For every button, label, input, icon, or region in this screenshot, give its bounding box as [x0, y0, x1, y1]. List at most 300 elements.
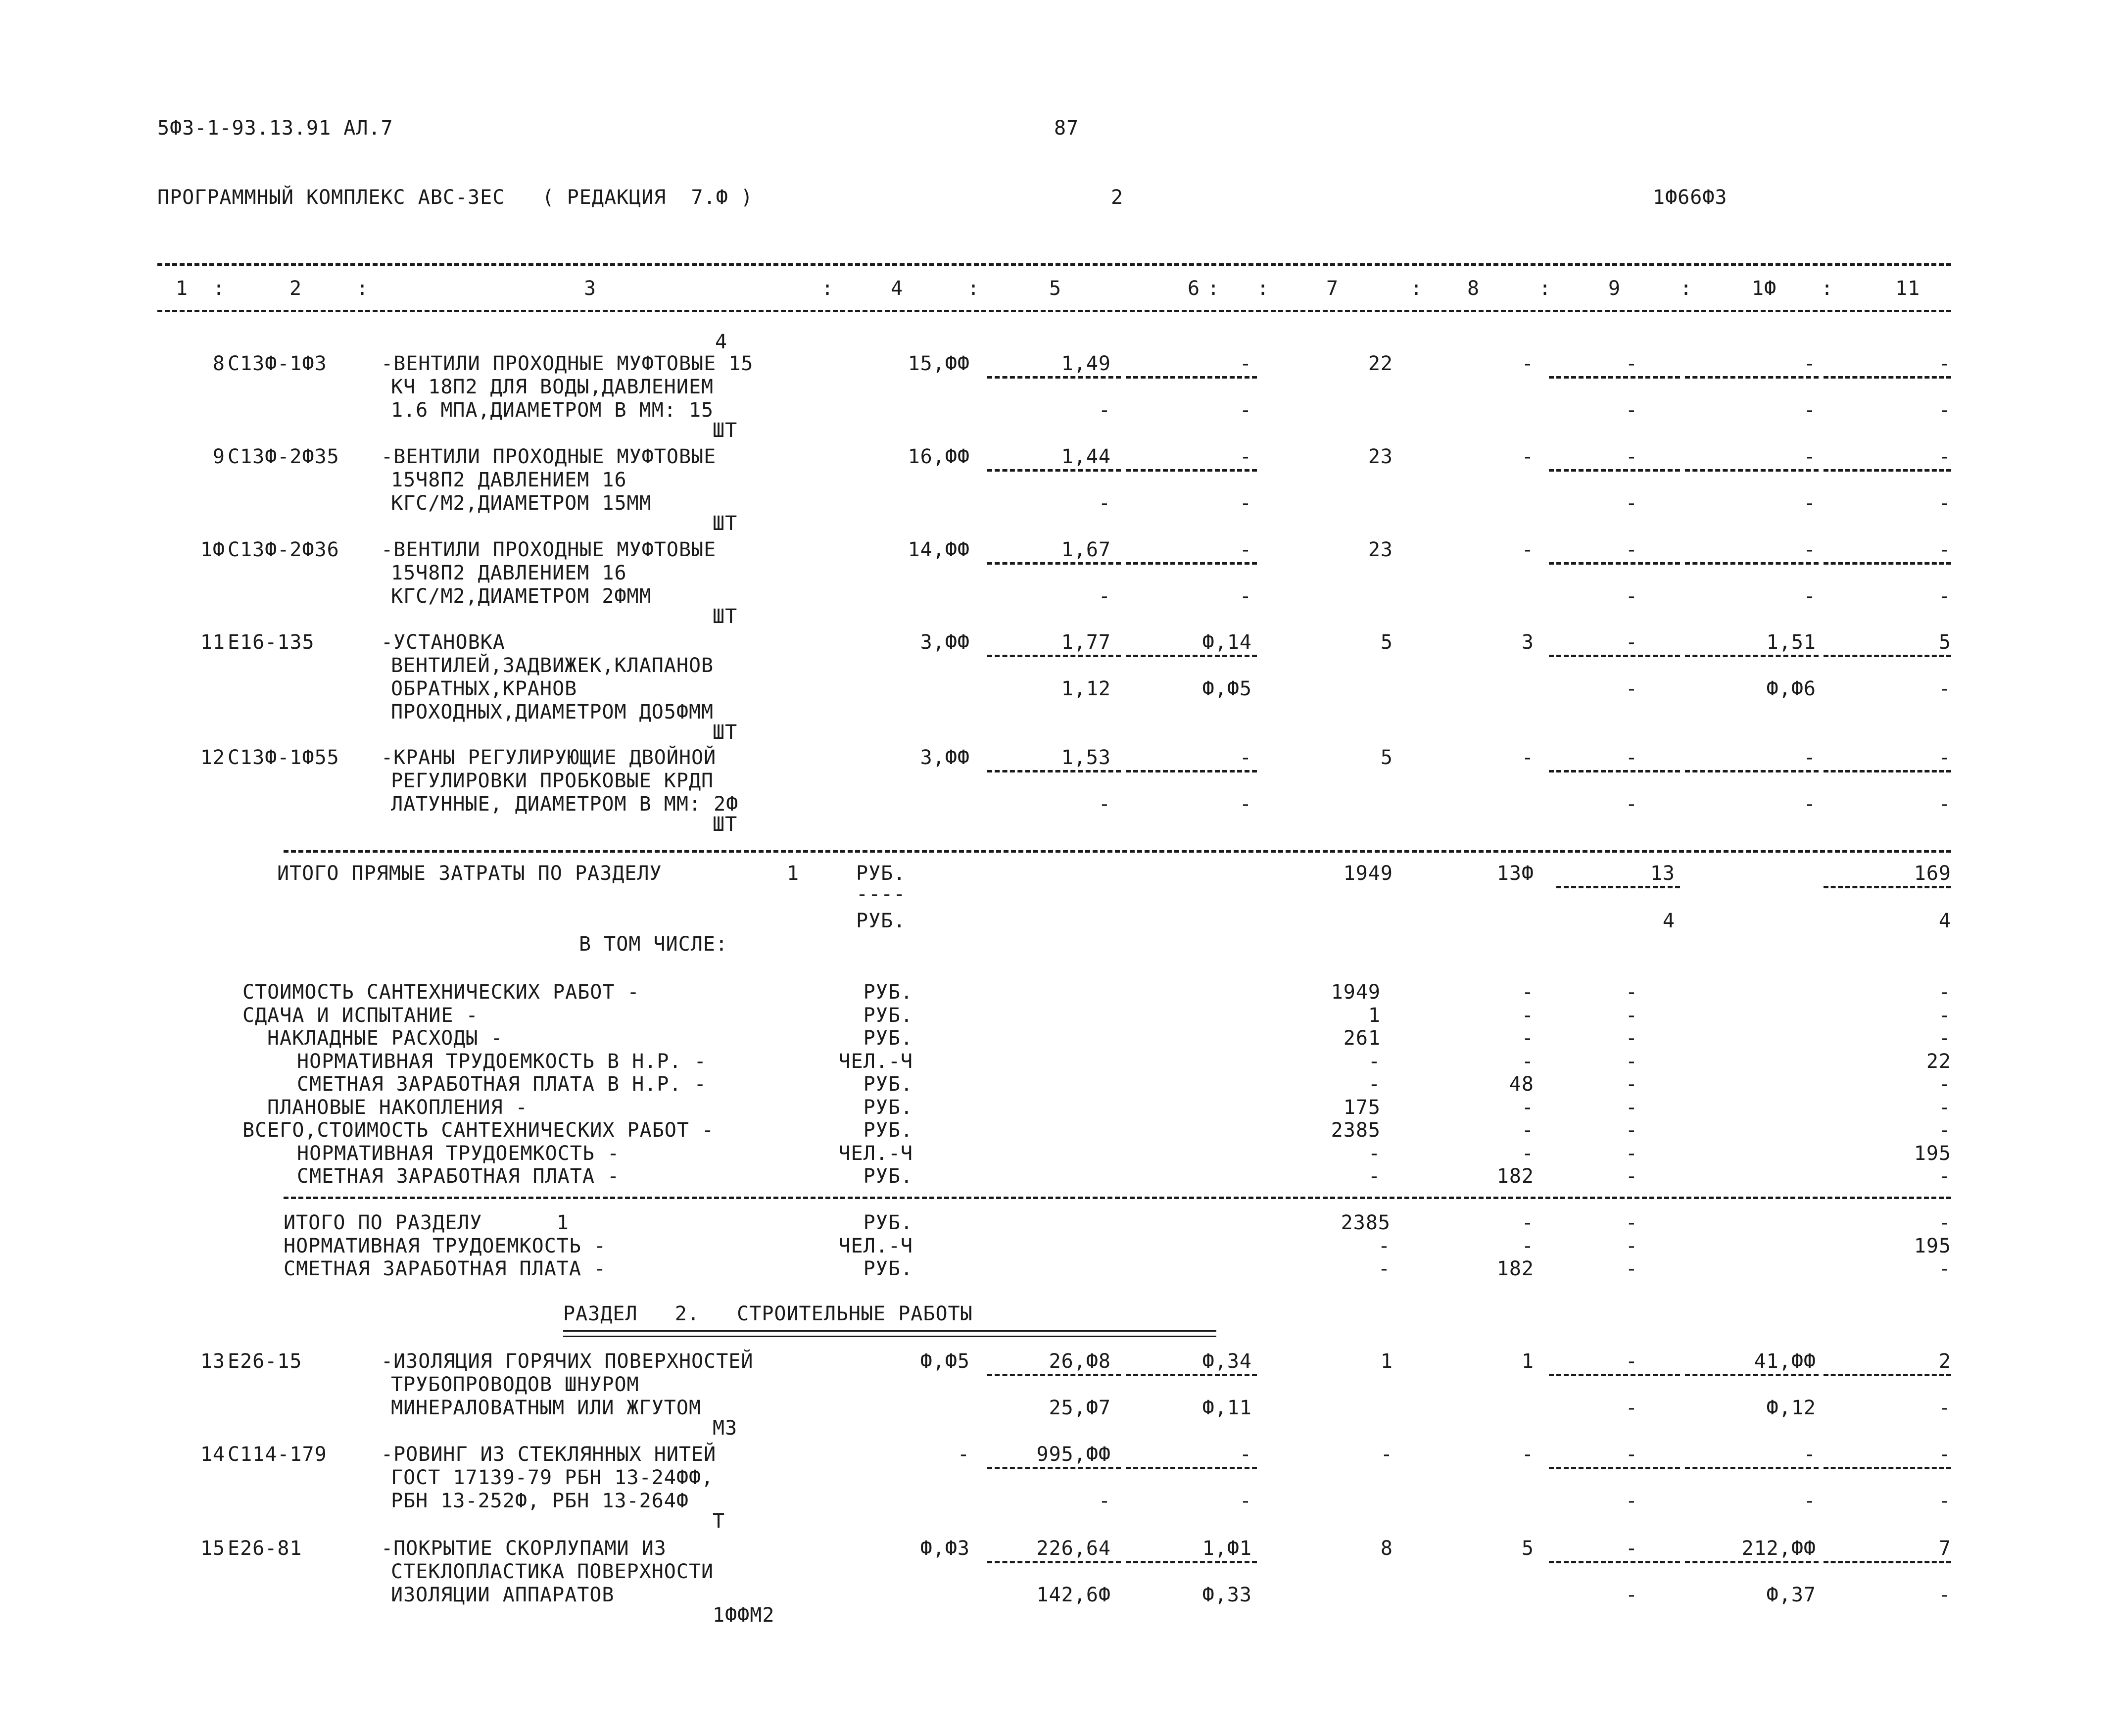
breakdown-label: СДАЧА И ИСПЫТАНИЕ -: [242, 1004, 479, 1027]
item-wage-price-lower: -: [1239, 492, 1252, 515]
column-separator: :: [1821, 277, 1834, 300]
item-labor-total-lower: -: [1938, 1397, 1951, 1419]
fraction-rule: [1556, 886, 1680, 888]
breakdown-col9: -: [1625, 981, 1638, 1004]
breakdown-cost: -: [1368, 1073, 1381, 1096]
item-total-wage: -: [1521, 445, 1534, 468]
column-header-2: 2: [289, 277, 302, 300]
total-col9: 13: [1650, 862, 1675, 885]
item-labor-total-lower: -: [1938, 793, 1951, 816]
item-col9-lower: -: [1625, 1397, 1638, 1419]
breakdown-cost: 175: [1343, 1096, 1381, 1119]
fraction-rule: [1685, 376, 1819, 379]
item-description: -ПОКРЫТИЕ СКОРЛУПАМИ ИЗ: [381, 1537, 667, 1560]
column-header-8: 8: [1467, 277, 1480, 300]
column-header-1: 1: [176, 277, 189, 300]
fraction-rule: [1549, 376, 1680, 379]
item-labor: -: [1803, 352, 1816, 375]
section-total-label: НОРМАТИВНАЯ ТРУДОЕМКОСТЬ -: [284, 1234, 607, 1257]
item-unit-price-lower: 25,Ф7: [1049, 1397, 1111, 1419]
item-number: 15: [200, 1537, 225, 1560]
item-quantity: 3,ФФ: [920, 631, 970, 654]
column-separator: :: [1539, 277, 1552, 300]
item-total-wage: 5: [1521, 1537, 1534, 1560]
item-total-wage: -: [1521, 538, 1534, 561]
item-description: КГС/М2,ДИАМЕТРОМ 15ММ: [391, 492, 652, 515]
breakdown-col11: 195: [1914, 1142, 1951, 1165]
item-labor: 212,ФФ: [1741, 1537, 1816, 1560]
breakdown-label: СТОИМОСТЬ САНТЕХНИЧЕСКИХ РАБОТ -: [242, 981, 640, 1004]
item-description: КЧ 18П2 ДЛЯ ВОДЫ,ДАВЛЕНИЕМ: [391, 376, 714, 398]
item-col9-lower: -: [1625, 793, 1638, 816]
item-labor-total-lower: -: [1938, 677, 1951, 700]
fraction-rule: [1549, 469, 1680, 472]
item-col9: -: [1625, 631, 1638, 654]
column-separator: :: [1680, 277, 1693, 300]
breakdown-unit: РУБ.: [863, 1073, 913, 1096]
breakdown-unit: РУБ.: [863, 1027, 913, 1050]
breakdown-cost: -: [1368, 1142, 1381, 1165]
item-description: КГС/М2,ДИАМЕТРОМ 2ФММ: [391, 585, 652, 608]
item-wage-price: Ф,34: [1202, 1350, 1252, 1373]
breakdown-wage: -: [1521, 1027, 1534, 1050]
breakdown-unit: РУБ.: [863, 1004, 913, 1027]
section-total-col11: -: [1938, 1257, 1951, 1280]
breakdown-wage: 182: [1496, 1165, 1534, 1188]
header-rule-bottom: [157, 310, 1951, 312]
breakdown-cost: -: [1368, 1050, 1381, 1073]
item-total-cost: -: [1380, 1443, 1393, 1466]
item-quantity: -: [957, 1443, 970, 1466]
item-total-cost: 23: [1368, 538, 1393, 561]
item-labor-lower: Ф,12: [1766, 1397, 1816, 1419]
item-total-cost: 5: [1380, 746, 1393, 769]
section-total-unit: ЧЕЛ.-Ч: [838, 1234, 913, 1257]
item-unit-price-lower: -: [1098, 492, 1111, 515]
item-labor-total-lower: -: [1938, 585, 1951, 608]
section-total-cost: -: [1378, 1234, 1391, 1257]
item-description: ТРУБОПРОВОДОВ ШНУРОМ: [391, 1373, 639, 1396]
column-header-7: 7: [1326, 277, 1339, 300]
item-description: -ВЕНТИЛИ ПРОХОДНЫЕ МУФТОВЫЕ 15: [381, 352, 754, 375]
total-wage: 13Ф: [1496, 862, 1534, 885]
breakdown-col11: -: [1938, 1119, 1951, 1142]
breakdown-unit: РУБ.: [863, 1165, 913, 1188]
item-col9: -: [1625, 445, 1638, 468]
total-col11: 169: [1914, 862, 1951, 885]
item-quantity: 3,ФФ: [920, 746, 970, 769]
item-wage-price: 1,Ф1: [1202, 1537, 1252, 1560]
item-wage-price: Ф,14: [1202, 631, 1252, 654]
item-quantity: 15,ФФ: [908, 352, 970, 375]
item-col9: -: [1625, 538, 1638, 561]
item-wage-price-lower: -: [1239, 793, 1252, 816]
total-cost: 1949: [1343, 862, 1393, 885]
section-total-wage: 182: [1496, 1257, 1534, 1280]
item-col9-lower: -: [1625, 585, 1638, 608]
item-description: ОБРАТНЫХ,КРАНОВ: [391, 677, 577, 700]
item-wage-price-lower: -: [1239, 399, 1252, 422]
breakdown-unit: ЧЕЛ.-Ч: [838, 1142, 913, 1165]
section-total-unit: РУБ.: [863, 1257, 913, 1280]
breakdown-col9: -: [1625, 1165, 1638, 1188]
breakdown-label: ВСЕГО,СТОИМОСТЬ САНТЕХНИЧЕСКИХ РАБОТ -: [242, 1119, 715, 1142]
fraction-rule: [1126, 1561, 1257, 1563]
fraction-rule: [1824, 1374, 1951, 1376]
breakdown-col11: -: [1938, 1096, 1951, 1119]
item-description: -РОВИНГ ИЗ СТЕКЛЯННЫХ НИТЕЙ: [381, 1443, 717, 1466]
breakdown-col9: -: [1625, 1119, 1638, 1142]
fraction-rule: [1126, 1374, 1257, 1376]
item-description: -КРАНЫ РЕГУЛИРУЮЩИЕ ДВОЙНОЙ: [381, 746, 717, 769]
section-total-label: СМЕТНАЯ ЗАРАБОТНАЯ ПЛАТА -: [284, 1257, 607, 1280]
item-labor-lower: Ф,37: [1766, 1584, 1816, 1606]
fraction-rule: [1549, 1374, 1680, 1376]
fraction-rule: [1549, 770, 1680, 772]
fraction-rule: [1549, 655, 1680, 657]
fraction-rule: [1824, 886, 1951, 888]
item-number: 9: [212, 445, 225, 468]
column-separator: :: [213, 277, 226, 300]
item-unit-price-lower: 1,12: [1061, 677, 1111, 700]
item-code: С13Ф-1Ф3: [228, 352, 327, 375]
breakdown-label: ПЛАНОВЫЕ НАКОПЛЕНИЯ -: [267, 1096, 528, 1119]
item-labor-total: 7: [1938, 1537, 1951, 1560]
breakdown-col11: -: [1938, 1027, 1951, 1050]
item-total-wage: -: [1521, 352, 1534, 375]
item-description: РБН 13-252Ф, РБН 13-264Ф: [391, 1490, 689, 1512]
item-unit: ШТ: [713, 512, 738, 535]
item-labor-total: -: [1938, 1443, 1951, 1466]
item-wage-price-lower: -: [1239, 585, 1252, 608]
breakdown-wage: -: [1521, 1004, 1534, 1027]
item-labor: 1,51: [1766, 631, 1816, 654]
item-col9-lower: -: [1625, 1490, 1638, 1512]
item-number: 13: [200, 1350, 225, 1373]
item-labor-total: -: [1938, 746, 1951, 769]
item-labor-total: -: [1938, 538, 1951, 561]
item-quantity: 16,ФФ: [908, 445, 970, 468]
item-unit: ШТ: [713, 419, 738, 442]
breakdown-wage: -: [1521, 1119, 1534, 1142]
column-separator: :: [1207, 277, 1220, 300]
item-wage-price: -: [1239, 746, 1252, 769]
item-col9-lower: -: [1625, 492, 1638, 515]
item-code: С13Ф-1Ф55: [228, 746, 339, 769]
breakdown-cost: 1: [1368, 1004, 1381, 1027]
item-total-cost: 23: [1368, 445, 1393, 468]
item-description: -УСТАНОВКА: [381, 631, 505, 654]
fraction-rule: [1549, 562, 1680, 565]
item-labor-total-lower: -: [1938, 399, 1951, 422]
item-col9: -: [1625, 1443, 1638, 1466]
item-total-cost: 1: [1380, 1350, 1393, 1373]
item-unit: ШТ: [713, 605, 738, 628]
breakdown-col9: -: [1625, 1027, 1638, 1050]
item-unit-price: 26,Ф8: [1049, 1350, 1111, 1373]
item-code: Е26-15: [228, 1350, 302, 1373]
fraction-rule: [987, 376, 1121, 379]
item-code: Е26-81: [228, 1537, 302, 1560]
item-labor-lower: -: [1803, 399, 1816, 422]
item-unit: ШТ: [713, 813, 738, 836]
breakdown-label: НАКЛАДНЫЕ РАСХОДЫ -: [267, 1027, 503, 1050]
breakdown-col9: -: [1625, 1096, 1638, 1119]
fraction-rule: [1685, 770, 1819, 772]
section-title-underline: [563, 1330, 1216, 1337]
column-header-5: 5: [1049, 277, 1062, 300]
item-col9: -: [1625, 1537, 1638, 1560]
item-wage-price: -: [1239, 352, 1252, 375]
fraction-rule: [1685, 655, 1819, 657]
section-total-wage: -: [1521, 1211, 1534, 1234]
breakdown-label: НОРМАТИВНАЯ ТРУДОЕМКОСТЬ В Н.Р. -: [297, 1050, 707, 1073]
fraction-rule: [1824, 562, 1951, 565]
column-header-3: 3: [584, 277, 597, 300]
item-quantity: Ф,Ф3: [920, 1537, 970, 1560]
section-total-wage: -: [1521, 1234, 1534, 1257]
fraction-rule: [1824, 770, 1951, 772]
item-total-cost: 8: [1380, 1537, 1393, 1560]
item-wage-price: -: [1239, 445, 1252, 468]
item-description: МИНЕРАЛОВАТНЫМ ИЛИ ЖГУТОМ: [391, 1397, 702, 1419]
fraction-rule: [987, 655, 1121, 657]
section-total-label: ИТОГО ПО РАЗДЕЛУ 1: [284, 1211, 569, 1234]
item-total-cost: 5: [1380, 631, 1393, 654]
breakdown-label: СМЕТНАЯ ЗАРАБОТНАЯ ПЛАТА -: [297, 1165, 620, 1188]
column-header-4: 4: [891, 277, 904, 300]
item-number: 12: [200, 746, 225, 769]
item-unit: 1ФФМ2: [713, 1604, 775, 1627]
column-header-10: 1Ф: [1752, 277, 1777, 300]
item-labor-total: -: [1938, 445, 1951, 468]
item-description: ВЕНТИЛЕЙ,ЗАДВИЖЕК,КЛАПАНОВ: [391, 654, 714, 677]
fraction-rule: [1126, 469, 1257, 472]
fraction-rule: [1824, 1561, 1951, 1563]
section-total-col9: -: [1625, 1211, 1638, 1234]
breakdown-unit: РУБ.: [863, 1119, 913, 1142]
item-unit-price: 1,67: [1061, 538, 1111, 561]
fraction-rule: [1126, 376, 1257, 379]
breakdown-wage: -: [1521, 1050, 1534, 1073]
item-unit-price: 1,77: [1061, 631, 1111, 654]
column-separator: :: [821, 277, 834, 300]
item-col9: -: [1625, 746, 1638, 769]
item-labor: -: [1803, 1443, 1816, 1466]
column-separator: :: [967, 277, 980, 300]
item-description: СТЕКЛОПЛАСТИКА ПОВЕРХНОСТИ: [391, 1560, 714, 1583]
item-code: С13Ф-2Ф35: [228, 445, 339, 468]
item-description: ГОСТ 17139-79 РБН 13-24ФФ,: [391, 1466, 714, 1489]
item-code: С13Ф-2Ф36: [228, 538, 339, 561]
breakdown-col11: -: [1938, 1073, 1951, 1096]
item-col9: -: [1625, 352, 1638, 375]
item-description: -ВЕНТИЛИ ПРОХОДНЫЕ МУФТОВЫЕ: [381, 445, 717, 468]
item-col9-lower: -: [1625, 1584, 1638, 1606]
total-label: ИТОГО ПРЯМЫЕ ЗАТРАТЫ ПО РАЗДЕЛУ: [277, 862, 662, 885]
breakdown-unit: ЧЕЛ.-Ч: [838, 1050, 913, 1073]
fraction-rule: [1126, 1467, 1257, 1469]
item-number: 11: [200, 631, 225, 654]
column-separator: :: [1410, 277, 1423, 300]
breakdown-cost: -: [1368, 1165, 1381, 1188]
section-total-cost: -: [1378, 1257, 1391, 1280]
item-number: 14: [200, 1443, 225, 1466]
fraction-rule: [987, 770, 1121, 772]
fraction-rule: [1685, 469, 1819, 472]
item-labor: -: [1803, 538, 1816, 561]
breakdown-col11: -: [1938, 1165, 1951, 1188]
item-labor-lower: -: [1803, 492, 1816, 515]
item-unit-price: 1,49: [1061, 352, 1111, 375]
item-labor-total-lower: -: [1938, 1490, 1951, 1512]
item-unit-price-lower: -: [1098, 585, 1111, 608]
total-col11-lower: 4: [1938, 910, 1951, 932]
fraction-rule: [1824, 1467, 1951, 1469]
item-col9-lower: -: [1625, 677, 1638, 700]
item-labor-lower: Ф,Ф6: [1766, 677, 1816, 700]
fraction-rule: [1685, 1467, 1819, 1469]
breakdown-cost: 261: [1343, 1027, 1381, 1050]
item-description: ПРОХОДНЫХ,ДИАМЕТРОМ ДО5ФММ: [391, 701, 714, 723]
item-note: 4: [715, 331, 728, 353]
item-unit-price-lower: -: [1098, 1490, 1111, 1512]
total-dashes: ----: [856, 883, 906, 906]
item-unit-price: 1,44: [1061, 445, 1111, 468]
item-description: 1.6 МПА,ДИАМЕТРОМ В ММ: 15: [391, 399, 714, 422]
item-unit-price-lower: -: [1098, 793, 1111, 816]
section-rule: [284, 850, 1951, 853]
item-description: 15Ч8П2 ДАВЛЕНИЕМ 16: [391, 562, 627, 584]
fraction-rule: [1824, 655, 1951, 657]
item-labor: -: [1803, 445, 1816, 468]
item-labor-total-lower: -: [1938, 1584, 1951, 1606]
item-wage-price-lower: Ф,33: [1202, 1584, 1252, 1606]
program-title: ПРОГРАММНЫЙ КОМПЛЕКС АВС-3ЕС ( РЕДАКЦИЯ 7.Ф ): [157, 186, 753, 209]
doc-code: 5Ф3-1-93.13.91 АЛ.7: [157, 117, 393, 140]
fraction-rule: [1685, 1374, 1819, 1376]
item-wage-price-lower: Ф,Ф5: [1202, 677, 1252, 700]
breakdown-col9: -: [1625, 1004, 1638, 1027]
total-col9-lower: 4: [1662, 910, 1675, 932]
total-unit: РУБ.: [856, 862, 906, 885]
item-total-wage: -: [1521, 746, 1534, 769]
fraction-rule: [1685, 1561, 1819, 1563]
fraction-rule: [1126, 655, 1257, 657]
item-unit-price-lower: -: [1098, 399, 1111, 422]
item-labor: 41,ФФ: [1754, 1350, 1816, 1373]
column-header-9: 9: [1608, 277, 1621, 300]
section-total-col9: -: [1625, 1234, 1638, 1257]
item-description: ЛАТУННЫЕ, ДИАМЕТРОМ В ММ: 2Ф: [391, 793, 739, 816]
breakdown-col9: -: [1625, 1050, 1638, 1073]
breakdown-cost: 2385: [1331, 1119, 1381, 1142]
fraction-rule: [1126, 770, 1257, 772]
item-number: 8: [212, 352, 225, 375]
breakdown-unit: РУБ.: [863, 1096, 913, 1119]
item-labor: -: [1803, 746, 1816, 769]
item-total-wage: 3: [1521, 631, 1534, 654]
breakdown-col9: -: [1625, 1073, 1638, 1096]
breakdown-wage: -: [1521, 981, 1534, 1004]
item-col9-lower: -: [1625, 399, 1638, 422]
item-labor-lower: -: [1803, 1490, 1816, 1512]
item-labor-lower: -: [1803, 793, 1816, 816]
column-separator: :: [1257, 277, 1270, 300]
item-col9: -: [1625, 1350, 1638, 1373]
fraction-rule: [987, 469, 1121, 472]
section-2-title: РАЗДЕЛ 2. СТРОИТЕЛЬНЫЕ РАБОТЫ: [563, 1302, 973, 1325]
fraction-rule: [987, 562, 1121, 565]
breakdown-cost: 1949: [1331, 981, 1381, 1004]
breakdown-wage: 48: [1509, 1073, 1534, 1096]
breakdown-wage: -: [1521, 1142, 1534, 1165]
fraction-rule: [987, 1467, 1121, 1469]
breakdown-label: НОРМАТИВНАЯ ТРУДОЕМКОСТЬ -: [297, 1142, 620, 1165]
fraction-rule: [1549, 1561, 1680, 1563]
header-rule-top: [157, 263, 1951, 266]
section-rule: [284, 1197, 1951, 1199]
item-description: ИЗОЛЯЦИИ АППАРАТОВ: [391, 1584, 615, 1606]
item-labor-total: 5: [1938, 631, 1951, 654]
document-id: 1Ф66Ф3: [1653, 186, 1728, 209]
fraction-rule: [1549, 1467, 1680, 1469]
item-description: 15Ч8П2 ДАВЛЕНИЕМ 16: [391, 469, 627, 491]
item-number: 1Ф: [200, 538, 225, 561]
breakdown-col11: -: [1938, 981, 1951, 1004]
item-wage-price-lower: Ф,11: [1202, 1397, 1252, 1419]
fraction-rule: [987, 1374, 1121, 1376]
item-labor-total: -: [1938, 352, 1951, 375]
section-total-col11: -: [1938, 1211, 1951, 1234]
section-total-col9: -: [1625, 1257, 1638, 1280]
breakdown-col11: -: [1938, 1004, 1951, 1027]
fraction-rule: [1126, 562, 1257, 565]
item-description: -ВЕНТИЛИ ПРОХОДНЫЕ МУФТОВЫЕ: [381, 538, 717, 561]
breakdown-wage: -: [1521, 1096, 1534, 1119]
total-section-number: 1: [787, 862, 800, 885]
item-unit: Т: [713, 1510, 725, 1533]
item-quantity: 14,ФФ: [908, 538, 970, 561]
item-quantity: Ф,Ф5: [920, 1350, 970, 1373]
breakdown-col9: -: [1625, 1142, 1638, 1165]
including-heading: В ТОМ ЧИСЛЕ:: [579, 933, 728, 956]
item-wage-price: -: [1239, 1443, 1252, 1466]
item-unit-price: 1,53: [1061, 746, 1111, 769]
item-unit-price: 995,ФФ: [1036, 1443, 1111, 1466]
breakdown-label: СМЕТНАЯ ЗАРАБОТНАЯ ПЛАТА В Н.Р. -: [297, 1073, 707, 1096]
item-wage-price: -: [1239, 538, 1252, 561]
column-header-6: 6: [1188, 277, 1201, 300]
total-unit-lower: РУБ.: [856, 910, 906, 932]
item-code: Е16-135: [228, 631, 315, 654]
item-unit-price: 226,64: [1036, 1537, 1111, 1560]
fraction-rule: [1824, 376, 1951, 379]
item-code: С114-179: [228, 1443, 327, 1466]
item-wage-price-lower: -: [1239, 1490, 1252, 1512]
breakdown-col11: 22: [1926, 1050, 1951, 1073]
item-labor-total: 2: [1938, 1350, 1951, 1373]
column-separator: :: [356, 277, 369, 300]
section-total-cost: 2385: [1341, 1211, 1391, 1234]
item-description: -ИЗОЛЯЦИЯ ГОРЯЧИХ ПОВЕРХНОСТЕЙ: [381, 1350, 754, 1373]
item-total-wage: 1: [1521, 1350, 1534, 1373]
column-header-11: 11: [1895, 277, 1921, 300]
section-total-col11: 195: [1914, 1234, 1951, 1257]
breakdown-unit: РУБ.: [863, 981, 913, 1004]
item-labor-lower: -: [1803, 585, 1816, 608]
item-description: РЕГУЛИРОВКИ ПРОБКОВЫЕ КРДП: [391, 770, 714, 792]
